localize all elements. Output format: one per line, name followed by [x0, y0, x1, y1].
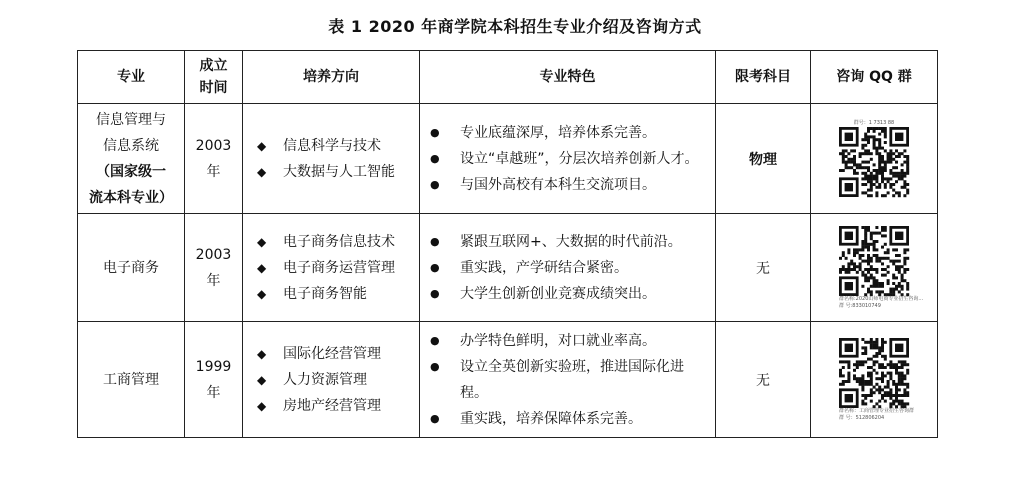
direction-list: [243, 133, 419, 185]
feature-item: [430, 120, 711, 146]
major-name: [78, 255, 184, 281]
year-line: 2003: [195, 137, 232, 154]
feature-text: 大学生创新创业竞赛成绩突出。: [460, 285, 656, 302]
table-row: [78, 104, 938, 214]
direction-text: 房地产经营管理: [283, 397, 381, 414]
feature-item: [430, 354, 711, 406]
direction-cell: [243, 322, 420, 438]
feature-item: [430, 172, 711, 198]
direction-text: 人力资源管理: [283, 371, 367, 388]
direction-item: [257, 255, 413, 281]
feature-item: [430, 406, 711, 432]
year-cell: [185, 104, 243, 214]
qr-group-number: 群号：1 7313 88: [853, 120, 895, 126]
major-line: 工商管理: [103, 371, 159, 388]
diamond-bullet-icon: ◆: [257, 260, 267, 275]
dot-bullet-icon: ●: [430, 125, 440, 139]
required-subject: 无: [756, 260, 770, 277]
direction-item: [257, 393, 413, 419]
feature-text: 专业底蕴深厚，培养体系完善。: [460, 124, 656, 141]
header-row: [78, 51, 938, 104]
table-row: [78, 214, 938, 322]
dot-bullet-icon: ●: [430, 260, 440, 274]
year-line: 年: [206, 272, 221, 289]
year-cell: [185, 322, 243, 438]
major-level-note: 流本科专业）: [89, 189, 173, 206]
feature-item: [430, 146, 711, 172]
diamond-bullet-icon: ◆: [257, 164, 267, 179]
required-subject: 物理: [749, 151, 777, 168]
founded-year: [185, 354, 242, 406]
direction-item: [257, 281, 413, 307]
header-features: 专业特色: [420, 51, 716, 104]
diamond-bullet-icon: ◆: [257, 138, 267, 153]
direction-item: [257, 133, 413, 159]
feature-item: [430, 328, 711, 354]
table-title: 表 1 2020 年商学院本科招生专业介绍及咨询方式: [328, 17, 702, 36]
dot-bullet-icon: ●: [430, 151, 440, 165]
features-cell: [420, 322, 716, 438]
year-line: 年: [206, 163, 221, 180]
header-qq: 咨询 QQ 群: [811, 51, 938, 104]
major-line: 信息管理与: [96, 111, 166, 128]
diamond-bullet-icon: ◆: [257, 372, 267, 387]
direction-item: [257, 367, 413, 393]
feature-text: 办学特色鲜明，对口就业率高。: [460, 332, 656, 349]
founded-year: [185, 242, 242, 294]
qr-code-icon[interactable]: [839, 338, 915, 422]
qq-cell: [811, 322, 938, 438]
feature-text: 设立“卓越班”，分层次培养创新人才。: [460, 150, 699, 167]
feature-item: [430, 255, 711, 281]
major-cell: [78, 322, 185, 438]
feature-list: [420, 229, 715, 307]
qr-group-name: 群名称：工商管理专业招生咨询群: [839, 407, 915, 414]
dot-bullet-icon: ●: [430, 411, 440, 425]
diamond-bullet-icon: ◆: [257, 286, 267, 301]
feature-item: [430, 229, 711, 255]
major-name: [78, 367, 184, 393]
year-line: 2003: [195, 246, 232, 263]
qr-code-icon[interactable]: [839, 120, 909, 197]
feature-text: 设立全英创新实验班，推进国际化进程。: [460, 358, 684, 401]
major-cell: [78, 104, 185, 214]
qr-group-number: 群 号:833010749: [839, 302, 881, 309]
qq-cell: [811, 104, 938, 214]
qr-code-icon[interactable]: [839, 226, 924, 310]
dot-bullet-icon: ●: [430, 177, 440, 191]
feature-text: 紧跟互联网+、大数据的时代前沿。: [460, 233, 682, 250]
diamond-bullet-icon: ◆: [257, 346, 267, 361]
header-direction: 培养方向: [243, 51, 420, 104]
direction-text: 信息科学与技术: [283, 137, 381, 154]
header-year: 成立时间: [185, 51, 243, 104]
qq-cell: [811, 214, 938, 322]
subject-cell: [716, 322, 811, 438]
features-cell: [420, 104, 716, 214]
feature-list: [420, 328, 715, 432]
direction-text: 电子商务运营管理: [283, 259, 395, 276]
direction-item: [257, 229, 413, 255]
direction-cell: [243, 104, 420, 214]
header-subject: 限考科目: [716, 51, 811, 104]
year-line: 年: [206, 384, 221, 401]
qr-group-number: 群 号：512806204: [839, 414, 885, 421]
direction-text: 电子商务智能: [283, 285, 367, 302]
required-subject: 无: [756, 372, 770, 389]
year-line: 1999: [195, 358, 232, 375]
header-major: 专业: [78, 51, 185, 104]
table-row: [78, 322, 938, 438]
subject-cell: [716, 104, 811, 214]
major-line: 电子商务: [103, 259, 159, 276]
qr-group-name: 群名称:2020山师电商专业招生咨询...: [839, 295, 924, 302]
diamond-bullet-icon: ◆: [257, 234, 267, 249]
direction-list: [243, 341, 419, 419]
major-name: [78, 107, 184, 211]
dot-bullet-icon: ●: [430, 359, 440, 373]
feature-text: 重实践，培养保障体系完善。: [460, 410, 642, 427]
direction-text: 大数据与人工智能: [283, 163, 395, 180]
direction-item: [257, 341, 413, 367]
major-line: 信息系统: [103, 137, 159, 154]
dot-bullet-icon: ●: [430, 333, 440, 347]
founded-year: [185, 133, 242, 185]
feature-list: [420, 120, 715, 198]
subject-cell: [716, 214, 811, 322]
dot-bullet-icon: ●: [430, 286, 440, 300]
diamond-bullet-icon: ◆: [257, 398, 267, 413]
major-cell: [78, 214, 185, 322]
year-cell: [185, 214, 243, 322]
direction-cell: [243, 214, 420, 322]
direction-list: [243, 229, 419, 307]
direction-text: 电子商务信息技术: [283, 233, 395, 250]
dot-bullet-icon: ●: [430, 234, 440, 248]
feature-text: 与国外高校有本科生交流项目。: [460, 176, 656, 193]
feature-item: [430, 281, 711, 307]
feature-text: 重实践，产学研结合紧密。: [460, 259, 628, 276]
major-level-note: （国家级一: [96, 163, 166, 180]
direction-text: 国际化经营管理: [283, 345, 381, 362]
majors-table: [77, 50, 938, 438]
direction-item: [257, 159, 413, 185]
features-cell: [420, 214, 716, 322]
